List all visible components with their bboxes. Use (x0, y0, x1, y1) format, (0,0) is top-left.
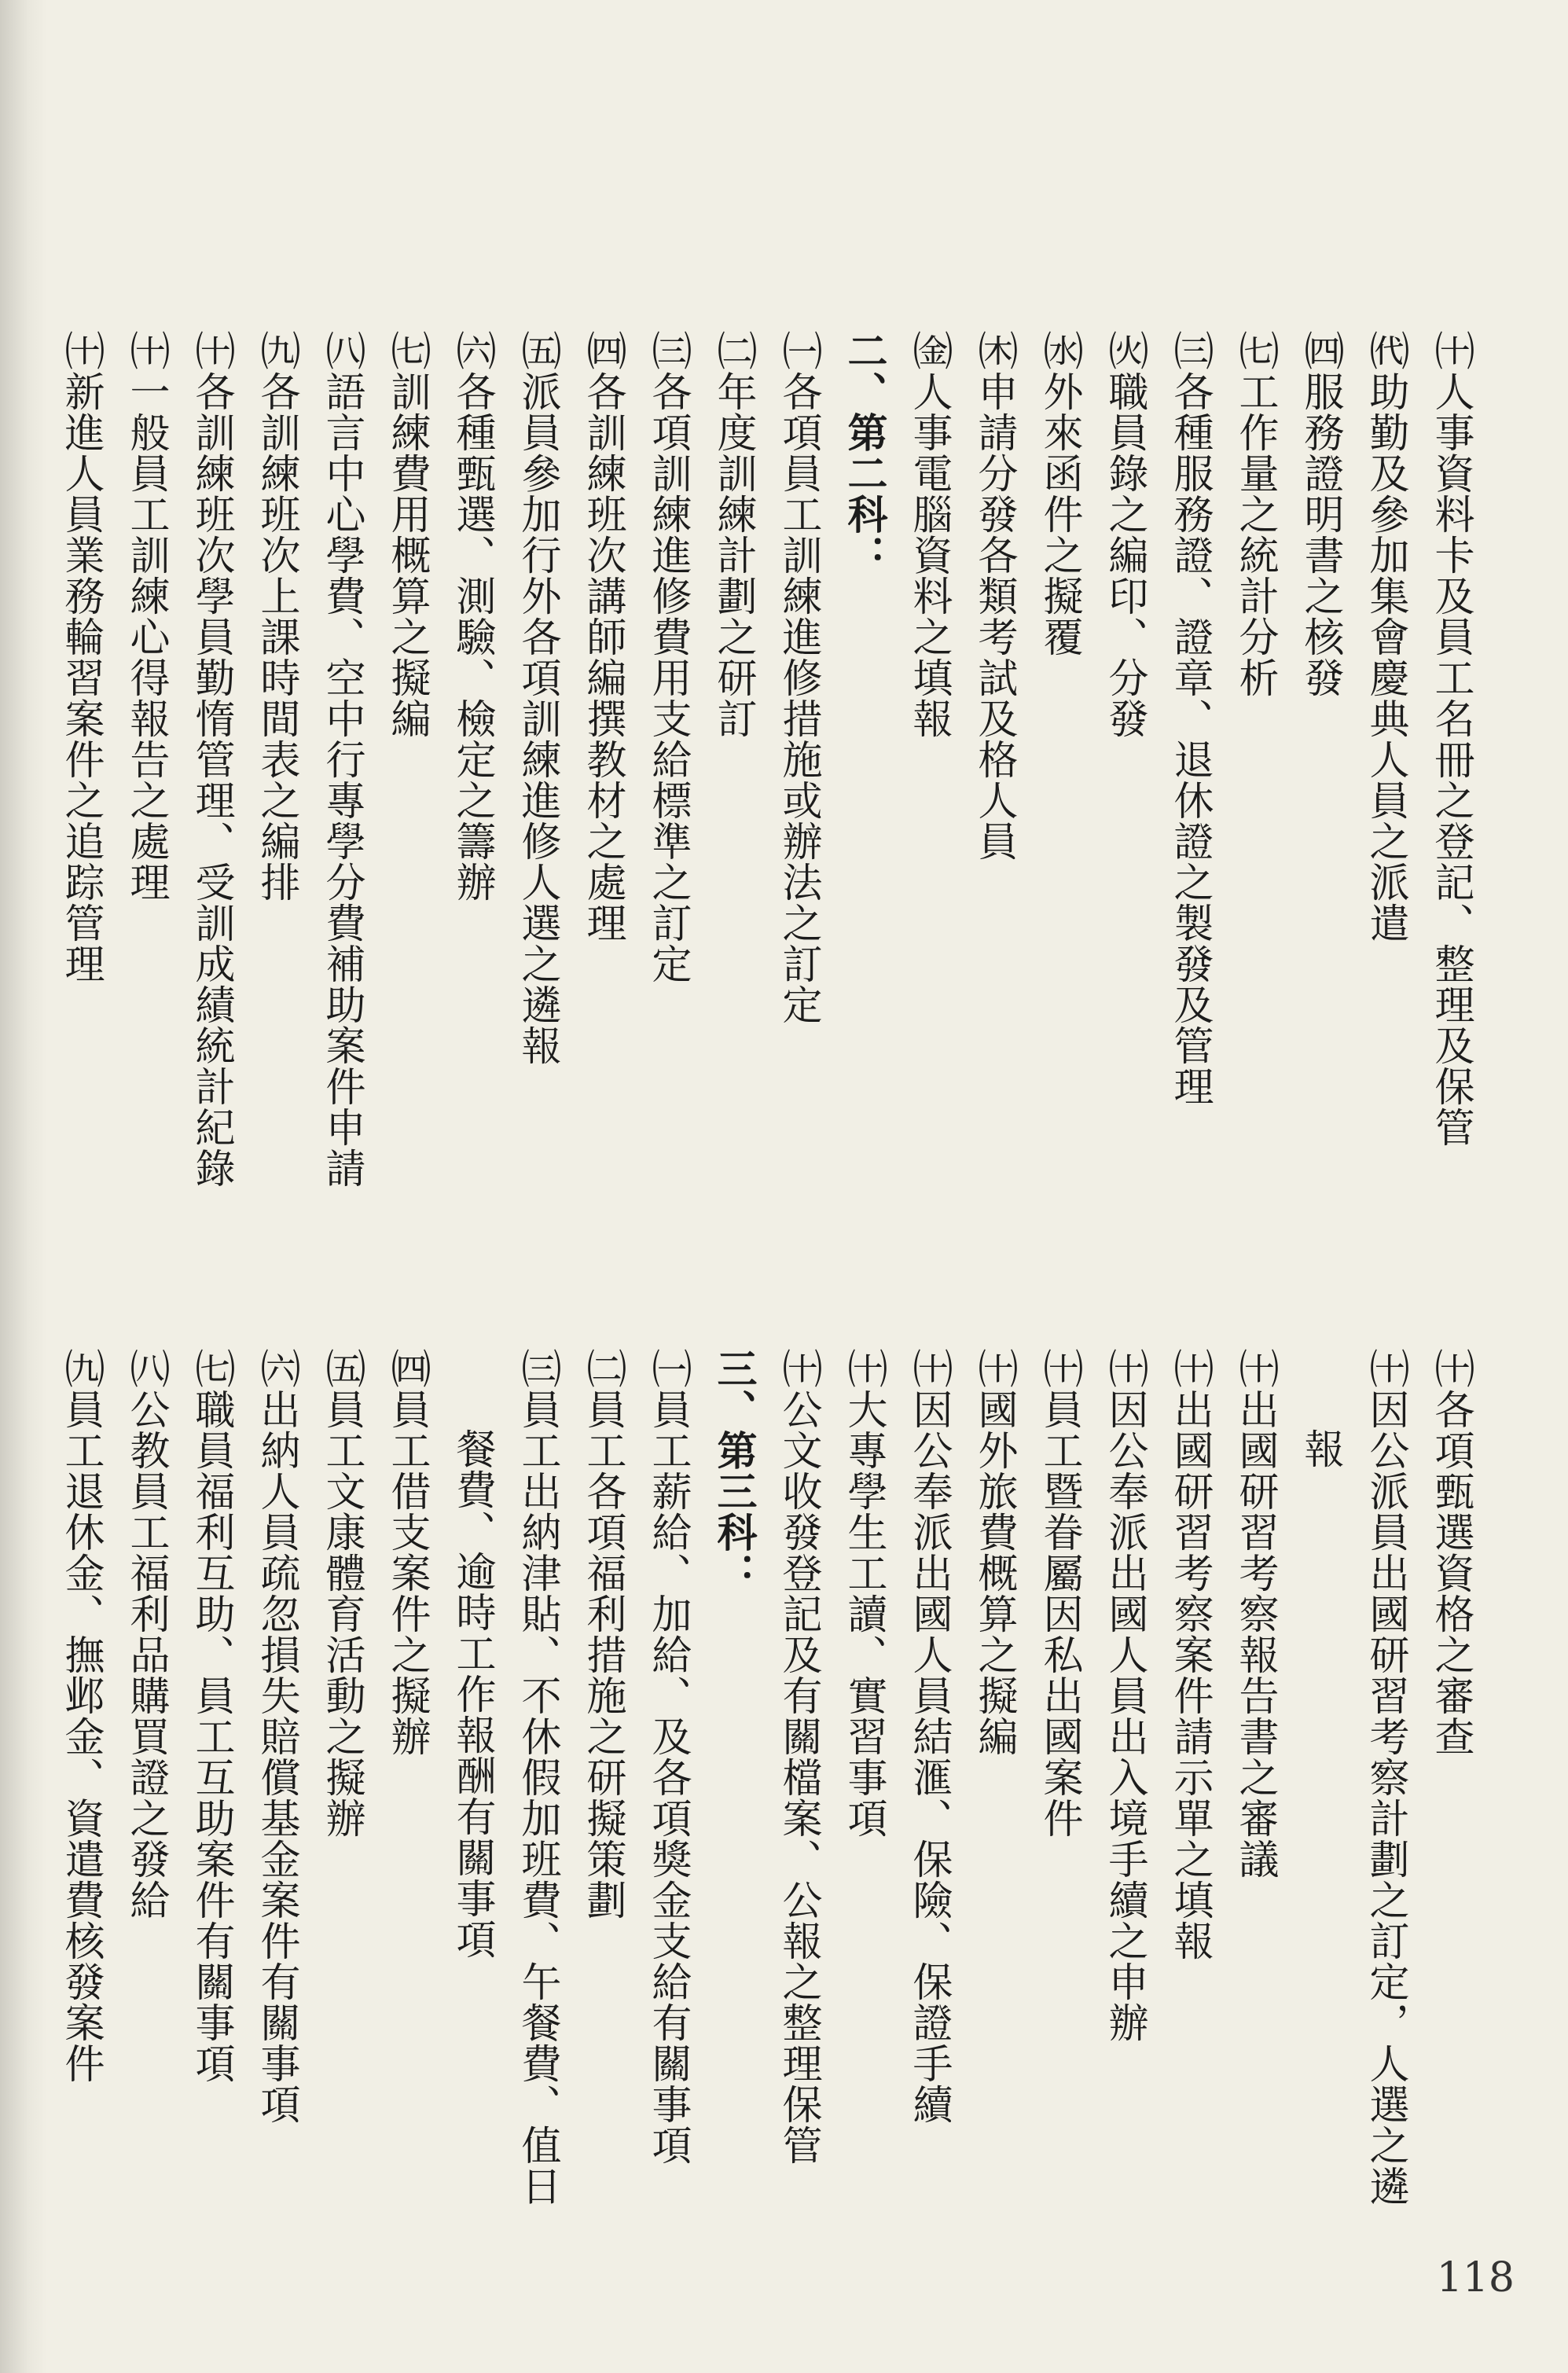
page-edge-shadow (0, 0, 47, 2373)
list-item: ㈠員工薪給、加給、及各項獎金支給有關事項 (644, 1348, 691, 2165)
page-number: 118 (1436, 2254, 1515, 2301)
list-item: ㈣各訓練班次講師編撰教材之處理 (579, 330, 626, 943)
list-item: ㈩一般員工訓練心得報告之處理 (123, 330, 169, 902)
list-item: ㈦職員福利互助、員工互助案件有關事項 (188, 1348, 234, 2084)
list-item: ㈨各訓練班次上課時間表之編排 (253, 330, 299, 902)
list-item: ㈥各種甄選、測驗、檢定之籌辦 (449, 330, 495, 902)
list-item-continuation: 餐費、逾時工作報酬有關事項 (449, 1428, 495, 1960)
list-item: ㈩國外旅費概算之擬編 (971, 1348, 1017, 1757)
list-item: ㈮人事電腦資料之填報 (905, 330, 952, 739)
list-item: ㈬外來函件之擬覆 (1036, 330, 1082, 657)
list-item: ㈤派員參加行外各項訓練進修人選之遴報 (514, 330, 560, 1066)
list-item: ㈩因公派員出國研習考察計劃之訂定，人選之遴 (1362, 1348, 1408, 2206)
list-item: ㈩員工暨眷屬因私出國案件 (1036, 1348, 1082, 1839)
text-block-lower (48, 1348, 1483, 2276)
list-item: ㈫職員錄之編印、分發 (1101, 330, 1148, 739)
list-item: ㈧公教員工福利品購買證之發給 (123, 1348, 169, 1920)
text-block-upper (48, 330, 1483, 1321)
list-item: ㈡員工各項福利措施之研擬策劃 (579, 1348, 626, 1920)
list-item: ㈩因公奉派出國人員結滙、保險、保證手續 (905, 1348, 952, 2125)
list-item: ㈢員工出納津貼、不休假加班費、午餐費、值日 (514, 1348, 560, 2206)
list-item: ㈦工作量之統計分析 (1232, 330, 1278, 698)
list-item-continuation: 報 (1297, 1428, 1343, 1469)
list-item: ㈩新進人員業務輪習案件之追踪管理 (57, 330, 104, 984)
list-item: ㈧語言中心學費、空中行專學分費補助案件申請 (318, 330, 365, 1188)
list-item: ㈩出國研習考察案件請示單之填報 (1166, 1348, 1213, 1961)
list-item: ㈩大專學生工讀、實習事項 (840, 1348, 887, 1839)
list-item: ㈦訓練費用概算之擬編 (384, 330, 430, 739)
list-item: ㈩各訓練班次學員勤惰管理、受訓成績統計紀錄 (188, 330, 234, 1188)
list-item: ㈣員工借支案件之擬辦 (384, 1348, 430, 1757)
list-item: ㈠各項員工訓練進修措施或辦法之訂定 (775, 330, 821, 1025)
list-item: ㈩人事資料卡及員工名冊之登記、整理及保管 (1427, 330, 1474, 1148)
list-item: ㈩公文收發登記及有關檔案、公報之整理保管 (775, 1348, 821, 2165)
list-item: ㈡年度訓練計劃之研訂 (710, 330, 756, 739)
list-item: ㈣服務證明書之核發 (1297, 330, 1343, 698)
section-heading: 三、第三科： (710, 1348, 757, 1593)
list-item: ㈭申請分發各類考試及格人員 (971, 330, 1017, 861)
list-item: ㈨員工退休金、撫邺金、資遣費核發案件 (57, 1348, 104, 2084)
list-item: ㈹助勤及參加集會慶典人員之派遣 (1362, 330, 1408, 943)
list-item: ㈢各項訓練進修費用支給標準之訂定 (644, 330, 691, 984)
section-heading: 二、第二科： (840, 330, 887, 575)
list-item: ㈩因公奉派出國人員出入境手續之申辦 (1101, 1348, 1148, 2043)
list-item: ㈥出納人員疏忽損失賠償基金案件有關事項 (253, 1348, 299, 2125)
list-item: ㈩各項甄選資格之審查 (1427, 1348, 1474, 1757)
list-item: ㈢各種服務證、證章、退休證之製發及管理 (1166, 330, 1213, 1107)
list-item: ㈩出國研習考察報告書之審議 (1232, 1348, 1278, 1879)
list-item: ㈤員工文康體育活動之擬辦 (318, 1348, 365, 1839)
